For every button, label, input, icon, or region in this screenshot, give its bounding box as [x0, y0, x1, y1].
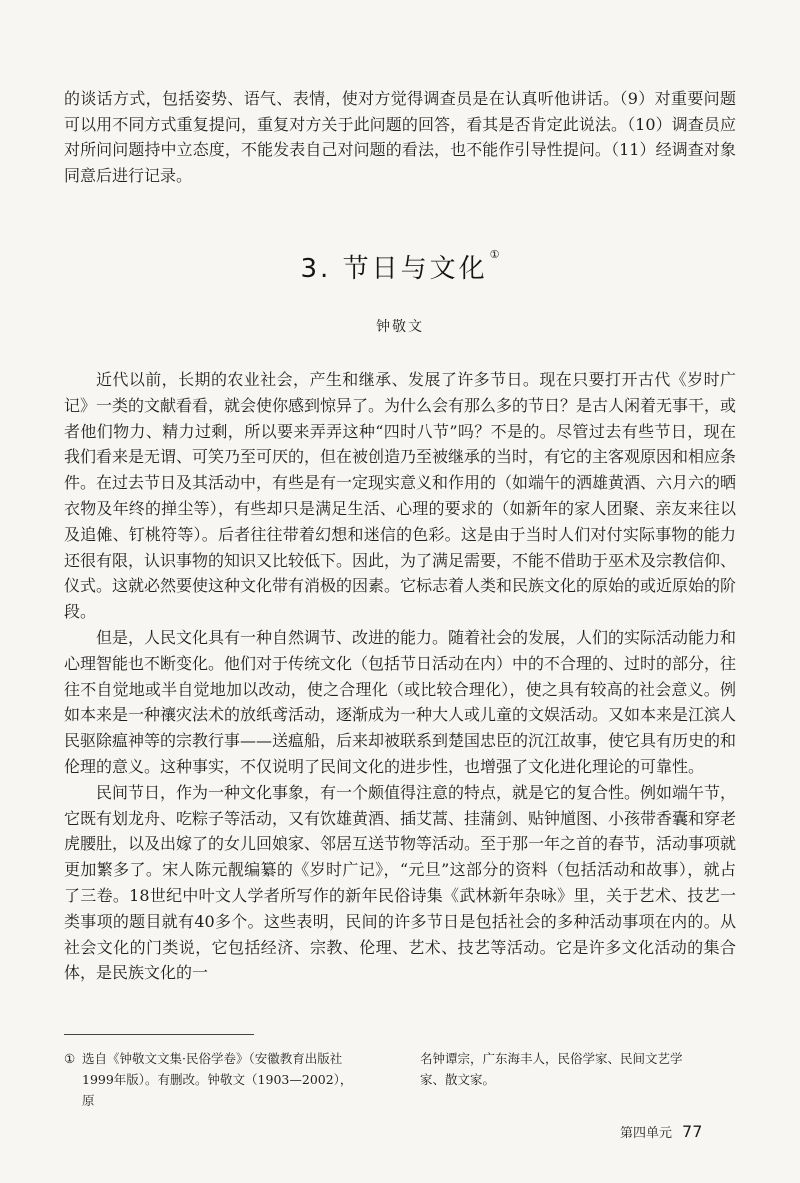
- footnote-right-column: [420, 1048, 740, 1090]
- body-paragraph-2: 但是，人民文化具有一种自然调节、改进的能力。随着社会的发展，人们的实际活动能力和心理智能也不断变化。他们对于传统文化（包括节日活动在内）中的不合理的、过时的部分，往往不自觉地或半自觉地加以改动，使之合理化（或比较合理化），使之具有较高的社会意义。例如本来是一种禳灾法术的放纸鸢活动，逐渐成为一种大人或儿童的文娱活动。又如本来是江滨人民驱除瘟神等的宗教行事——送瘟船，后来却被联系到楚国忠臣的沉江故事，使它具有历史的和伦理的意义。这种事实，不仅说明了民间文化的进步性，也增强了文化进化理论的可靠性。: [64, 627, 737, 776]
- footnote-text-2: 1999年版）。有删改。钟敬文（1903—2002），原: [82, 1072, 353, 1108]
- unit-label: 第四单元: [620, 1126, 673, 1141]
- article-title: [0, 248, 800, 285]
- footnote-text-3: 名钟谭宗，广东海丰人，民俗学家、民间文艺学: [420, 1051, 683, 1066]
- article-author: 钟敬文: [376, 319, 424, 335]
- page-number: 77: [682, 1122, 703, 1141]
- body-paragraph-1: 近代以前，长期的农业社会，产生和继承、发展了许多节日。现在只要打开古代《岁时广记》一类的文献看看，就会使你感到惊异了。为什么会有那么多的节日？是古人闲着无事干，或者他们物力、精力过剩，所以要来弄弄这种“四时八节”吗？不是的。尽管过去有些节日，现在我们看来是无谓、可笑乃至可厌的，但在被创造乃至被继承的当时，有它的主客观原因和相应条件。在过去节日及其活动中，有些是有一定现实意义和作用的（如端午的洒雄黄酒、六月六的晒衣物及年终的掸尘等），有些却只是满足生活、心理的要求的（如新年的家人团聚、亲友来往以及追傩、钉桃符等）。后者往往带着幻想和迷信的色彩。这是由于当时人们对付实际事物的能力还很有限，认识事物的知识又比较低下。因此，为了满足需要，不能不借助于巫术及宗教信仰、仪式。这就必然要使这种文化带有消极的因素。它标志着人类和民族文化的原始的或近原始的阶段。: [64, 370, 737, 622]
- footnote-divider: [64, 1034, 254, 1035]
- footnote-mark: ①: [64, 1051, 76, 1066]
- article-title-text: 3. 节日与文化: [300, 254, 488, 284]
- footnote-text-4: 家、散文家。: [420, 1072, 496, 1087]
- intro-paragraph: 的谈话方式，包括姿势、语气、表情，使对方觉得调查员是在认真听他讲话。（9）对重要问题可以用不同方式重复提问，重复对方关于此问题的回答，看其是否肯定此说法。（10）调查员应对所问问题持中立态度，不能发表自己对问题的看法，也不能作引导性提问。（11）经调查对象同意后进行记录。: [64, 89, 736, 185]
- article-body: [64, 367, 736, 986]
- footnote-text-1: 选自《钟敬文文集·民俗学卷》（安徽教育出版社: [82, 1051, 343, 1066]
- footnote-left-column: [64, 1048, 364, 1111]
- page-footer: [620, 1122, 702, 1141]
- intro-section: [64, 86, 736, 188]
- body-paragraph-3: 民间节日，作为一种文化事象，有一个颇值得注意的特点，就是它的复合性。例如端午节，它既有划龙舟、吃粽子等活动，又有饮雄黄酒、插艾蒿、挂蒲剑、贴钟馗图、小孩带香囊和穿老虎腰肚，以及出嫁了的女儿回娘家、邻居互送节物等活动。至于那一年之首的春节，活动事项就更加繁多了。宋人陈元靓编纂的《岁时广记》，“元旦”这部分的资料（包括活动和故事），就占了三卷。18世纪中叶文人学者所写作的新年民俗诗集《武林新年杂咏》里，关于艺术、技艺一类事项的题目就有40多个。这些表明，民间的许多节日是包括社会的多种活动事项在内的。从社会文化的门类说，它包括经济、宗教、伦理、艺术、技艺等活动。它是许多文化活动的集合体，是民族文化的一: [64, 782, 737, 983]
- footnote-line-1: [64, 1048, 364, 1069]
- footnote-reference[interactable]: ①: [489, 248, 500, 261]
